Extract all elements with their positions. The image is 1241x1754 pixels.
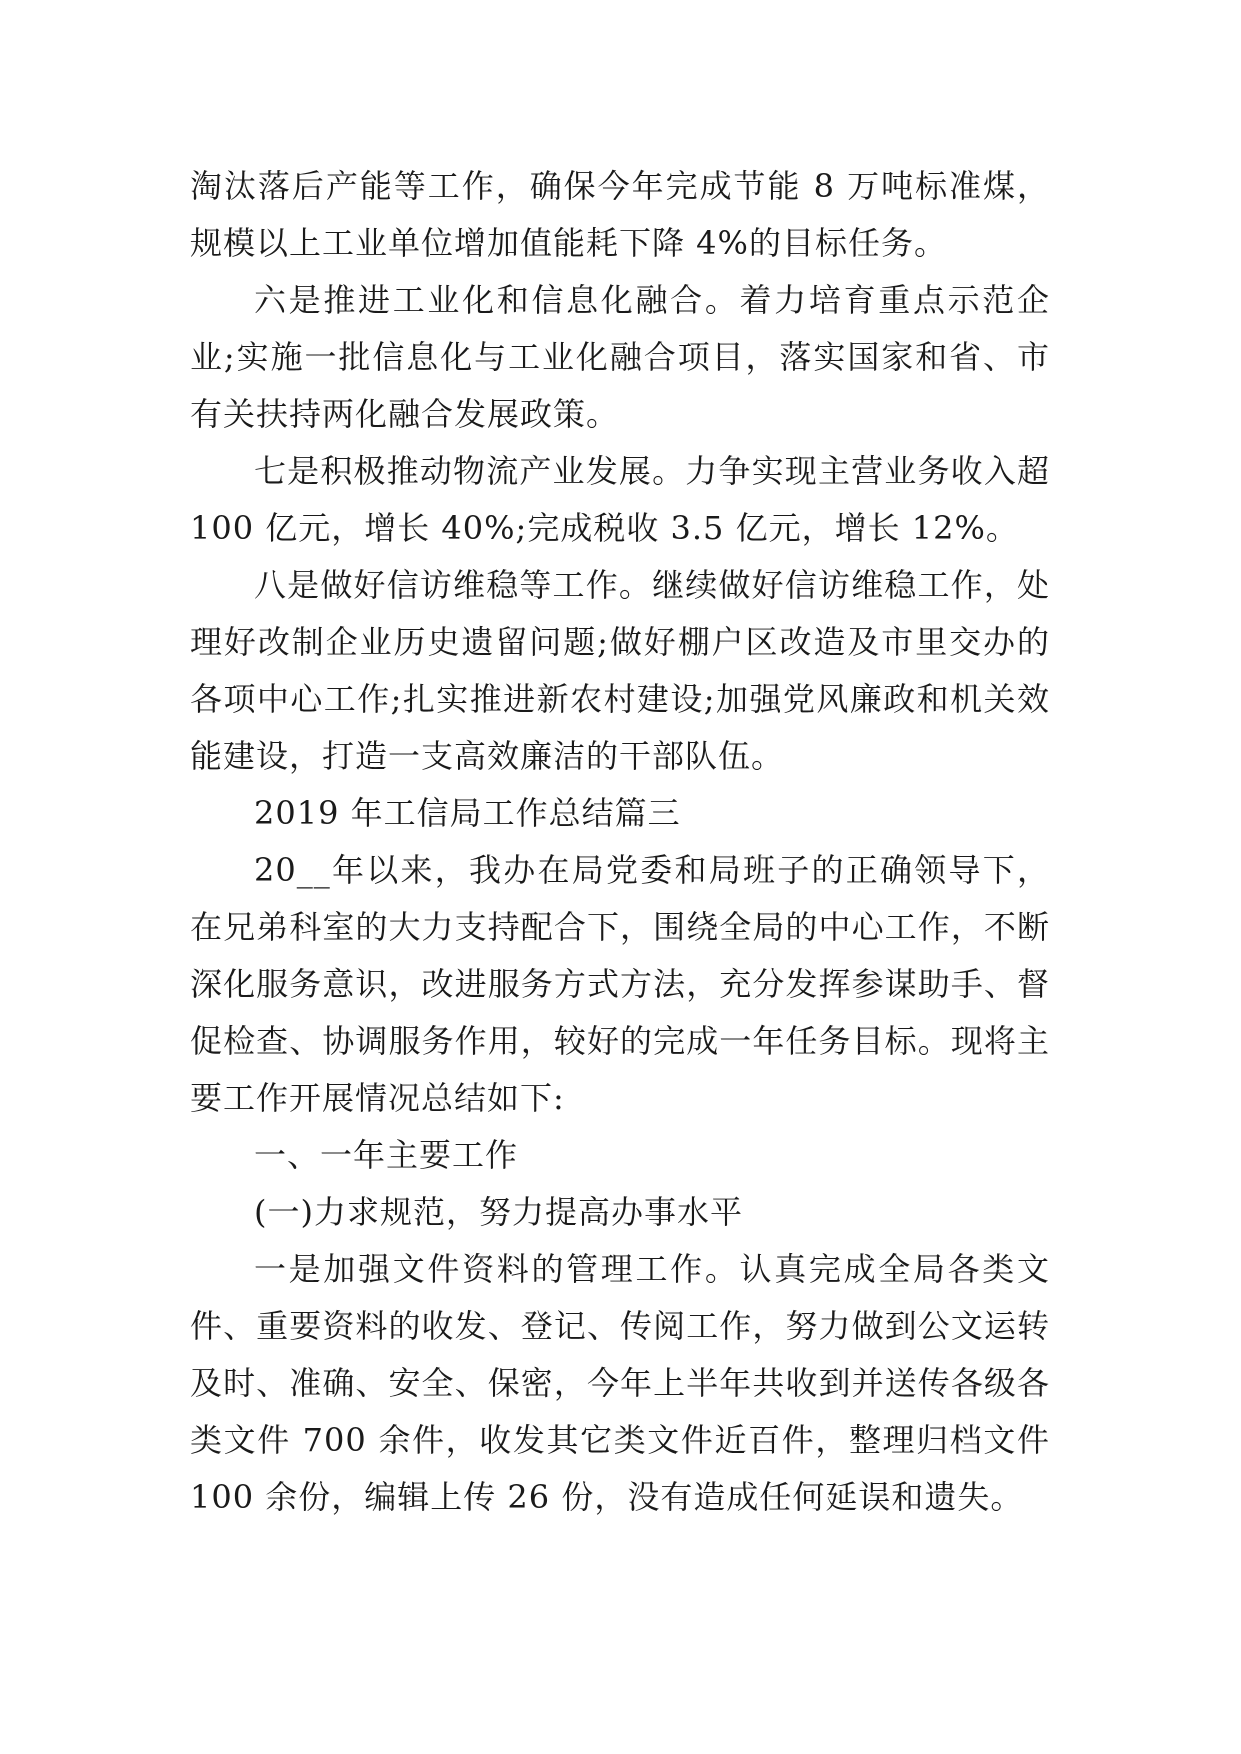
section-title: 2019 年工信局工作总结篇三 — [254, 794, 681, 832]
document-body — [190, 158, 1050, 1526]
heading-level-2: (一)力求规范，努力提高办事水平 — [254, 1193, 743, 1231]
paragraph-item-six: 六是推进工业化和信息化融合。着力培育重点示范企业;实施一批信息化与工业化融合项目，落实国家和省、市有关扶持两化融合发展政策。 — [190, 281, 1050, 433]
paragraph-item-one: 一是加强文件资料的管理工作。认真完成全局各类文件、重要资料的收发、登记、传阅工作，努力做到公文运转及时、准确、安全、保密，今年上半年共收到并送传各级各类文件 700 余件，收发其它类文件近百件，整理归档文件 100 余份，编辑上传 26 份，没有造成任何延误和遗失。 — [190, 1250, 1050, 1516]
paragraph-intro: 20__年以来，我办在局党委和局班子的正确领导下，在兄弟科室的大力支持配合下，围绕全局的中心工作，不断深化服务意识，改进服务方式方法，充分发挥参谋助手、督促检查、协调服务作用，较好的完成一年任务目标。现将主要工作开展情况总结如下: — [190, 851, 1050, 1117]
paragraph-continuation: 淘汰落后产能等工作，确保今年完成节能 8 万吨标准煤，规模以上工业单位增加值能耗下降 4%的目标任务。 — [190, 167, 1050, 262]
heading-level-1: 一、一年主要工作 — [254, 1136, 519, 1174]
paragraph-item-seven: 七是积极推动物流产业发展。力争实现主营业务收入超 100 亿元，增长 40%;完成税收 3.5 亿元，增长 12%。 — [190, 452, 1050, 547]
paragraph-item-eight: 八是做好信访维稳等工作。继续做好信访维稳工作，处理好改制企业历史遗留问题;做好棚户区改造及市里交办的各项中心工作;扎实推进新农村建设;加强党风廉政和机关效能建设，打造一支高效廉洁的干部队伍。 — [190, 566, 1050, 775]
